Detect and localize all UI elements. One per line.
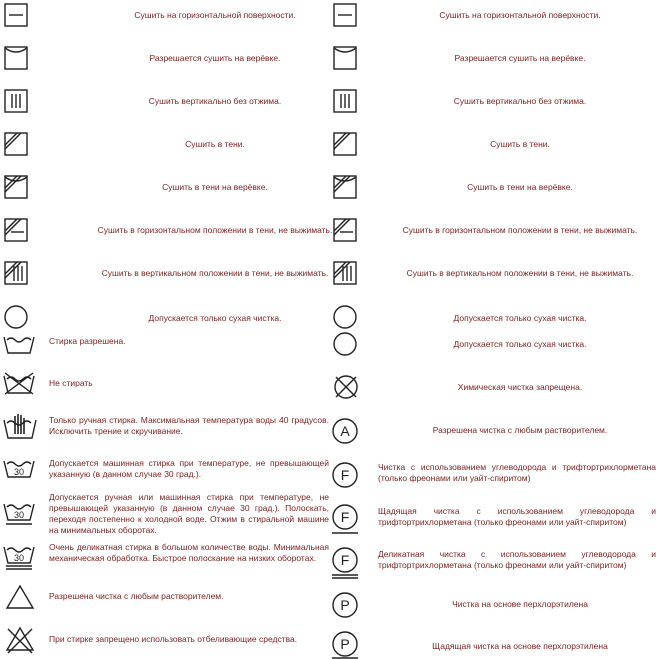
square-shade-icon <box>333 132 357 156</box>
circle-p-icon <box>331 591 359 619</box>
square-shade-icon <box>4 132 28 156</box>
care-label-text: Допускается машинная стирка при температуре, не превышающей указанную (в данном случае 30 град.). <box>49 458 329 479</box>
circle-f-double-bar-icon <box>331 546 359 580</box>
temperature-label: 30 <box>13 467 25 477</box>
solvent-letter: P <box>340 636 350 652</box>
square-hanging-line-icon <box>333 46 357 70</box>
square-shade-vertical-icon <box>4 261 28 285</box>
care-label-text: Чистка с использованием углеводорода и трифтортрихлорметана (только фреонами или уайт-спиритом) <box>378 462 656 483</box>
care-label-text: Разрешена чистка с любым растворителем. <box>432 425 608 435</box>
care-label-text: Только ручная стирка. Максимальная температура воды 40 градусов. Исключить трение и скручивание. <box>49 415 329 436</box>
care-label-text: Допускается только сухая чистка. <box>453 313 587 323</box>
care-label-text: Сушить в тени на верёвке. <box>162 182 268 192</box>
care-label-text: Разрешается сушить на верёвке. <box>454 53 586 63</box>
square-shade-hanging-icon <box>333 175 357 199</box>
triangle-crossed-icon <box>5 626 35 654</box>
square-hanging-line-icon <box>4 46 28 70</box>
solvent-letter: F <box>340 509 350 525</box>
care-label-text: Сушить на горизонтальной поверхности. <box>439 10 601 20</box>
care-label-text: Разрешена чистка с любым растворителем. <box>49 591 224 601</box>
washtub-crossed-icon <box>3 371 35 395</box>
square-shade-horizontal-icon <box>4 218 28 242</box>
circle-a-icon <box>331 417 359 445</box>
temperature-label: 30 <box>13 553 25 563</box>
circle-icon <box>333 305 357 329</box>
care-label-text: Сушить в вертикальном положении в тени, не выжимать. <box>406 268 634 278</box>
care-label-text: Сушить вертикально без отжима. <box>453 96 587 106</box>
care-label-text: Сушить в горизонтальном положении в тени, не выжимать. <box>97 225 333 235</box>
solvent-letter: F <box>340 467 350 483</box>
care-label-text: Допускается только сухая чистка. <box>148 313 282 323</box>
square-shade-hanging-icon <box>4 175 28 199</box>
care-label-text: Деликатная чистка с использованием углеводорода и трифтортрихлорметана (только фреонами или уайт-спиритом) <box>378 549 656 570</box>
care-label-text: Сушить в тени. <box>185 139 245 149</box>
care-label-text: Чистка на основе перхлорэтилена <box>452 599 588 609</box>
washtub-30-double-bar-icon <box>3 543 35 571</box>
care-label-text: Стирка разрешена. <box>49 336 126 346</box>
washtub-hand-icon <box>3 412 37 440</box>
care-label-text: Сушить в вертикальном положении в тени, не выжимать. <box>101 268 329 278</box>
care-label-text: Разрешается сушить на верёвке. <box>149 53 281 63</box>
care-label-text: Не стирать <box>49 378 93 388</box>
temperature-label: 30 <box>13 510 25 520</box>
care-label-text: Сушить в горизонтальном положении в тени, не выжимать. <box>402 225 638 235</box>
solvent-letter: P <box>340 597 350 613</box>
triangle-icon <box>5 584 35 610</box>
care-label-text: При стирке запрещено использовать отбеливающие средства. <box>49 634 298 644</box>
circle-icon <box>333 332 357 356</box>
square-three-vertical-lines-icon <box>4 89 28 113</box>
care-label-text: Допускается ручная или машинная стирка при температуре, не превышающей указанную (в данном случае 30 град.). Полоскать, переходя постепенно к холодной воде. Отжим в стиральной машине на минимальных оборотах. <box>49 492 329 535</box>
circle-f-bar-icon <box>331 503 359 535</box>
care-label-text: Очень деликатная стирка в большом количестве воды. Минимальная механическая обработка. Быстрое полоскание на низких оборотах. <box>49 542 329 563</box>
square-horizontal-line-icon <box>333 3 357 27</box>
circle-f-icon <box>331 461 359 489</box>
square-three-vertical-lines-icon <box>333 89 357 113</box>
care-label-text: Сушить вертикально без отжима. <box>148 96 282 106</box>
care-label-text: Сушить в тени на верёвке. <box>467 182 573 192</box>
care-label-text: Щадящая чистка на основе перхлорэтилена <box>432 641 608 651</box>
solvent-letter: F <box>340 552 350 568</box>
square-shade-vertical-icon <box>333 261 357 285</box>
circle-p-bar-icon <box>331 631 359 659</box>
care-label-text: Сушить на горизонтальной поверхности. <box>134 10 296 20</box>
square-shade-horizontal-icon <box>333 218 357 242</box>
care-label-text: Допускается только сухая чистка. <box>453 339 587 349</box>
washtub-icon <box>3 333 35 355</box>
care-label-text: Щадящая чистка с использованием углеводорода и трифтортрихлорметана (только фреонами или уайт-спиритом) <box>378 506 656 527</box>
solvent-letter: A <box>340 423 350 439</box>
washtub-30-bar-icon <box>3 500 35 526</box>
care-label-text: Сушить в тени. <box>490 139 550 149</box>
square-horizontal-line-icon <box>4 3 28 27</box>
circle-icon <box>4 305 28 329</box>
washtub-30-icon <box>3 457 35 479</box>
circle-crossed-icon <box>333 374 359 400</box>
care-label-text: Химическая чистка запрещена. <box>457 382 583 392</box>
